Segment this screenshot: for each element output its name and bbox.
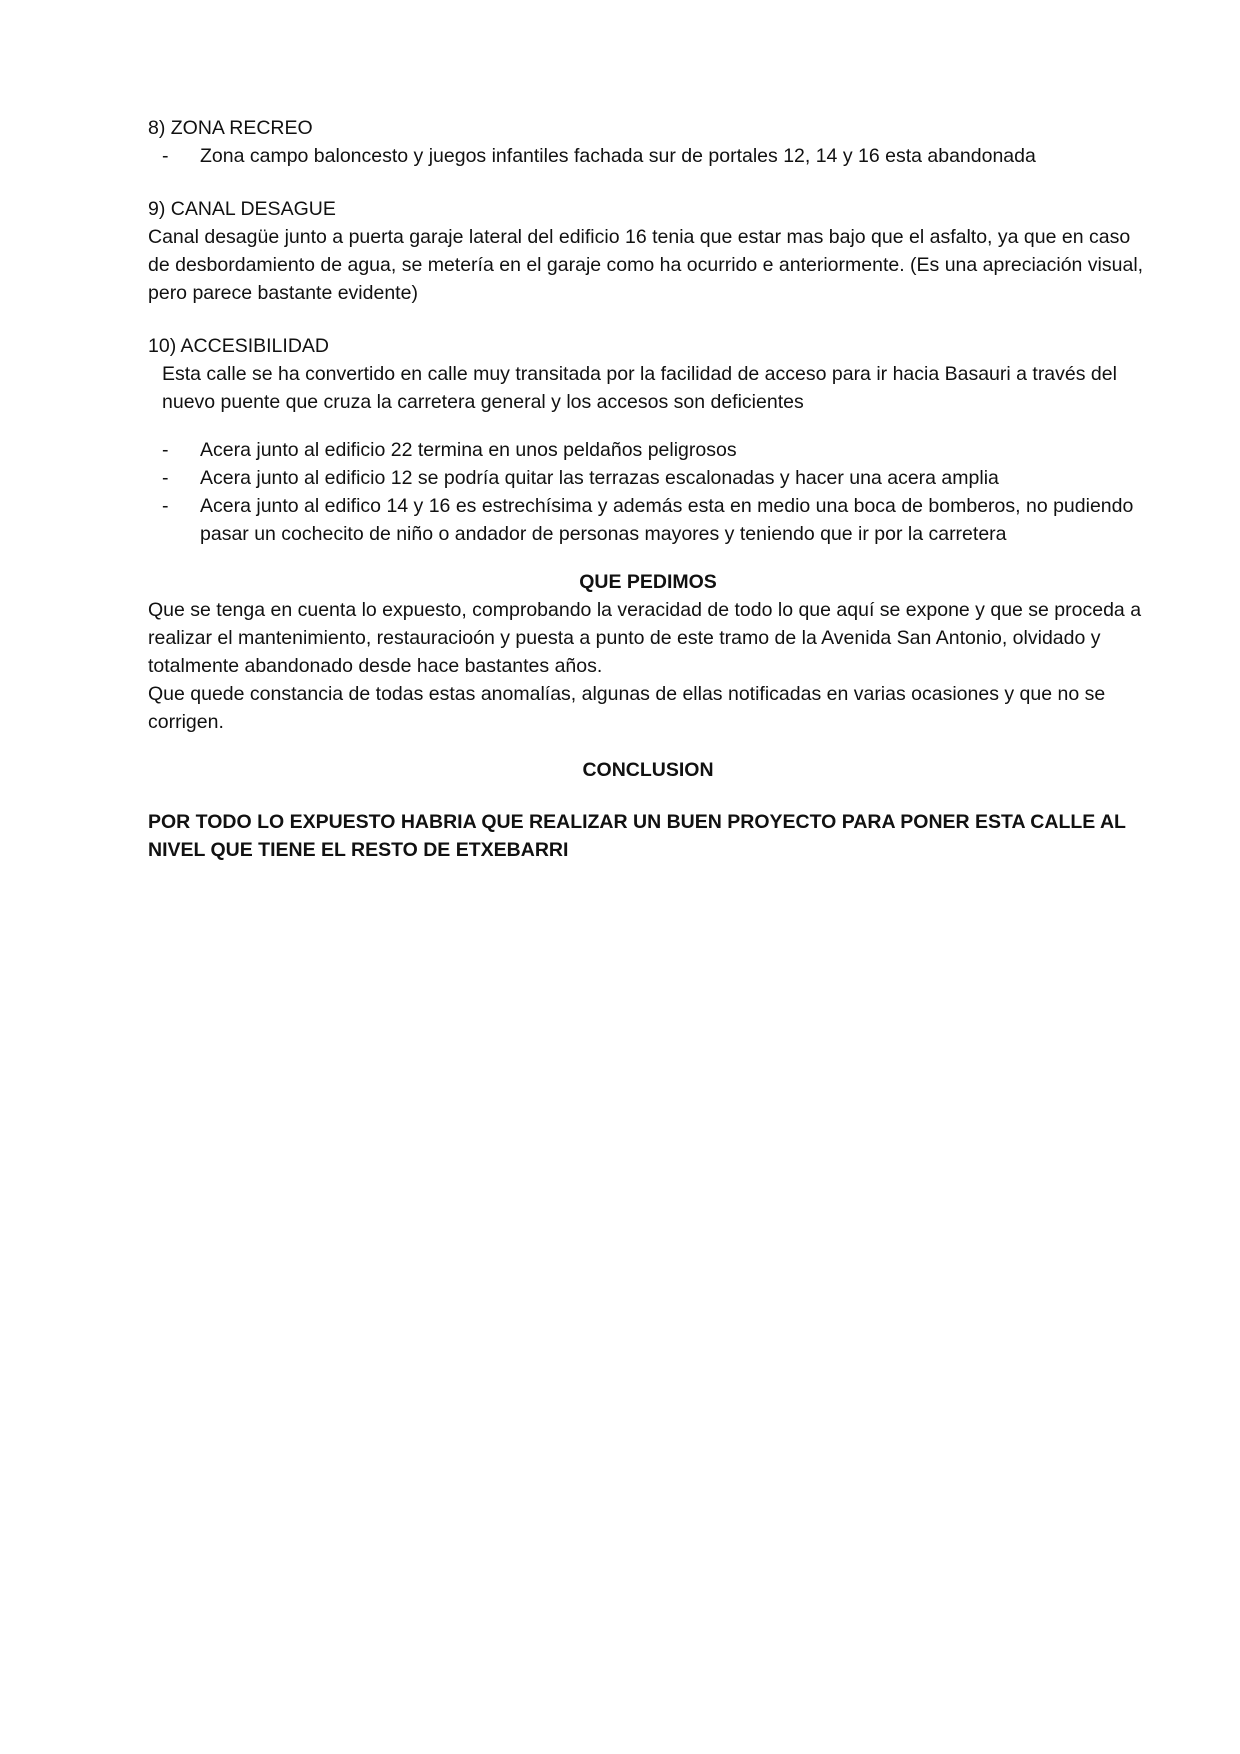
conclusion-heading: CONCLUSION [582,759,714,781]
dash-bullet: - [162,145,169,167]
section-title-zona-recreo: 8) ZONA RECREO [148,117,313,139]
section-accesibilidad [148,332,1148,548]
accesibilidad-list [148,436,1148,548]
list-item-text: Acera junto al edificio 22 termina en unos peldaños peligrosos [200,439,737,461]
document-page [148,114,1148,864]
dash-bullet: - [162,439,169,461]
list-item [148,142,1148,170]
conclusion-text: POR TODO LO EXPUESTO HABRIA QUE REALIZAR UN BUEN PROYECTO PARA PONER ESTA CALLE AL NIVEL QUE TIENE EL RESTO DE ETXEBARRI [148,811,1126,861]
section-conclusion [148,756,1148,864]
que-pedimos-paragraph-2: Que quede constancia de todas estas anomalías, algunas de ellas notificadas en varias ocasiones y que no se corrigen. [148,683,1106,733]
dash-bullet: - [162,495,169,517]
section-zona-recreo [148,114,1148,170]
dash-bullet: - [162,467,169,489]
list-item-text: Acera junto al edifico 14 y 16 es estrechísima y además esta en medio una boca de bomberos, no pudiendo pasar un cochecito de niño o andador de personas mayores y teniendo que ir por la carretera [200,495,1134,545]
canal-desague-text: Canal desagüe junto a puerta garaje lateral del edificio 16 tenia que estar mas bajo que el asfalto, ya que en caso de desbordamiento de agua, se metería en el garaje como ha ocurrido e anteriormente. (Es una apreciación visual, pero parece bastante evidente) [148,226,1144,304]
section-que-pedimos [148,568,1148,736]
accesibilidad-text: Esta calle se ha convertido en calle muy transitada por la facilidad de acceso para ir hacia Basauri a través del nuevo puente que cruza la carretera general y los accesos son deficientes [162,363,1117,413]
list-item [148,464,1148,492]
que-pedimos-heading: QUE PEDIMOS [579,571,717,593]
section-title-canal-desague: 9) CANAL DESAGUE [148,198,336,220]
section-canal-desague [148,195,1148,307]
list-item-text: Zona campo baloncesto y juegos infantiles fachada sur de portales 12, 14 y 16 esta abandonada [200,145,1036,167]
que-pedimos-paragraph-1: Que se tenga en cuenta lo expuesto, comprobando la veracidad de todo lo que aquí se expone y que se proceda a realizar el mantenimiento, restauracioón y puesta a punto de este tramo de la Avenida San Antonio, olvidado y totalmente abandonado desde hace bastantes años. [148,599,1142,677]
list-item [148,436,1148,464]
list-item-text: Acera junto al edificio 12 se podría quitar las terrazas escalonadas y hacer una acera amplia [200,467,999,489]
section-title-accesibilidad: 10) ACCESIBILIDAD [148,335,329,357]
list-item [148,492,1148,548]
zona-recreo-list [148,142,1148,170]
